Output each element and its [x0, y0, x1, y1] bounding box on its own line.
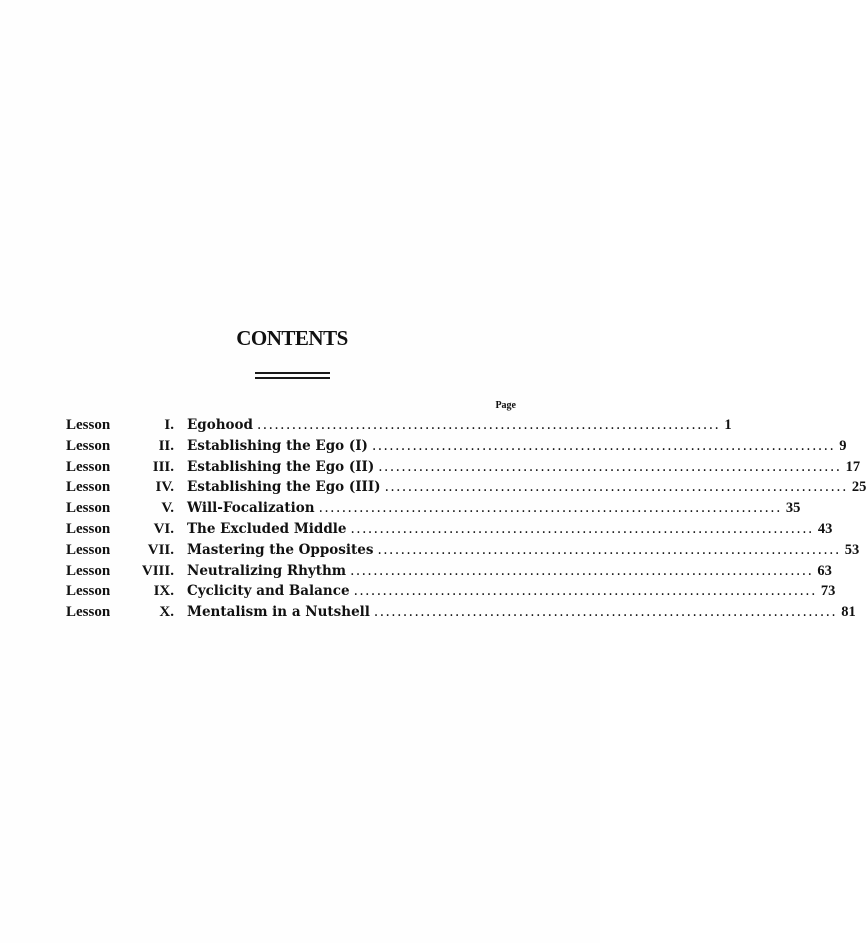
lesson-label: Lesson [66, 604, 111, 621]
toc-entry [187, 415, 732, 436]
page-column-label: Page [495, 400, 516, 411]
lesson-numeral: II. [158, 437, 174, 454]
heading-rule-top [255, 372, 330, 374]
lesson-title: The Excluded Middle [187, 520, 347, 537]
lesson-title: Establishing the Ego (I) [187, 437, 368, 454]
toc-entry [187, 436, 847, 457]
lesson-numeral: VI. [153, 520, 174, 537]
page-number: 25 [851, 479, 866, 496]
toc-entry [187, 540, 860, 561]
page-number: 81 [841, 604, 856, 621]
dot-leader: ................................................................................ [371, 437, 836, 454]
lesson-label: Lesson [66, 520, 111, 537]
lesson-title: Egohood [187, 417, 253, 433]
lesson-numeral: VII. [147, 541, 174, 558]
toc-row [66, 498, 801, 519]
lesson-label: Lesson [66, 562, 111, 579]
toc-row [66, 519, 833, 540]
lesson-label: Lesson [66, 458, 111, 475]
toc-entry [187, 477, 866, 498]
toc-entry [187, 561, 832, 582]
heading-rule-bottom [255, 377, 330, 379]
contents-heading: CONTENTS [236, 326, 348, 350]
lesson-title: Cyclicity and Balance [187, 583, 350, 600]
toc-row [66, 561, 832, 582]
toc-row [66, 581, 836, 602]
page-number: 43 [817, 520, 833, 537]
toc-row [66, 602, 856, 623]
page-number: 35 [785, 500, 801, 517]
toc-entry [187, 519, 833, 540]
toc-entry [187, 457, 861, 478]
lesson-title: Mastering the Opposites [187, 541, 374, 558]
toc-row [66, 477, 866, 498]
lesson-label: Lesson [66, 479, 111, 496]
lesson-label: Lesson [66, 500, 111, 517]
page-number: 1 [724, 417, 732, 433]
lesson-numeral: VIII. [141, 562, 174, 579]
lesson-numeral: I. [164, 417, 174, 433]
dot-leader: ................................................................................ [257, 417, 721, 433]
dot-leader: ................................................................................ [384, 479, 848, 496]
toc-entry [187, 602, 856, 623]
page-number: 9 [839, 437, 847, 454]
lesson-title: Establishing the Ego (II) [187, 458, 375, 475]
lesson-numeral: V. [161, 500, 174, 517]
lesson-label: Lesson [66, 541, 111, 558]
toc-row [66, 457, 861, 478]
lesson-title: Mentalism in a Nutshell [187, 604, 370, 621]
page-number: 53 [844, 541, 860, 558]
dot-leader: ................................................................................ [378, 458, 842, 475]
lesson-numeral: IV. [155, 479, 174, 496]
lesson-numeral: III. [152, 458, 174, 475]
lesson-title: Will-Focalization [187, 500, 315, 517]
lesson-label: Lesson [66, 437, 111, 454]
toc-row [66, 436, 847, 457]
page-number: 63 [817, 562, 832, 579]
dot-leader: ................................................................................ [318, 500, 782, 517]
lesson-title: Neutralizing Rhythm [187, 562, 347, 579]
toc-entry [187, 581, 836, 602]
lesson-label: Lesson [66, 583, 111, 600]
toc-row [66, 540, 860, 561]
toc-row [66, 415, 732, 436]
toc-entry [187, 498, 801, 519]
lesson-numeral: IX. [153, 583, 174, 600]
lesson-title: Establishing the Ego (III) [187, 479, 381, 496]
lesson-numeral: X. [159, 604, 174, 621]
dot-leader: ................................................................................ [353, 583, 817, 600]
page-number: 73 [820, 583, 836, 600]
table-of-contents [66, 415, 866, 623]
page-number: 17 [845, 458, 861, 475]
dot-leader: ................................................................................ [350, 562, 814, 579]
dot-leader: ................................................................................ [350, 520, 814, 537]
dot-leader: ................................................................................ [377, 541, 841, 558]
lesson-label: Lesson [66, 417, 111, 433]
dot-leader: ................................................................................ [373, 604, 838, 621]
